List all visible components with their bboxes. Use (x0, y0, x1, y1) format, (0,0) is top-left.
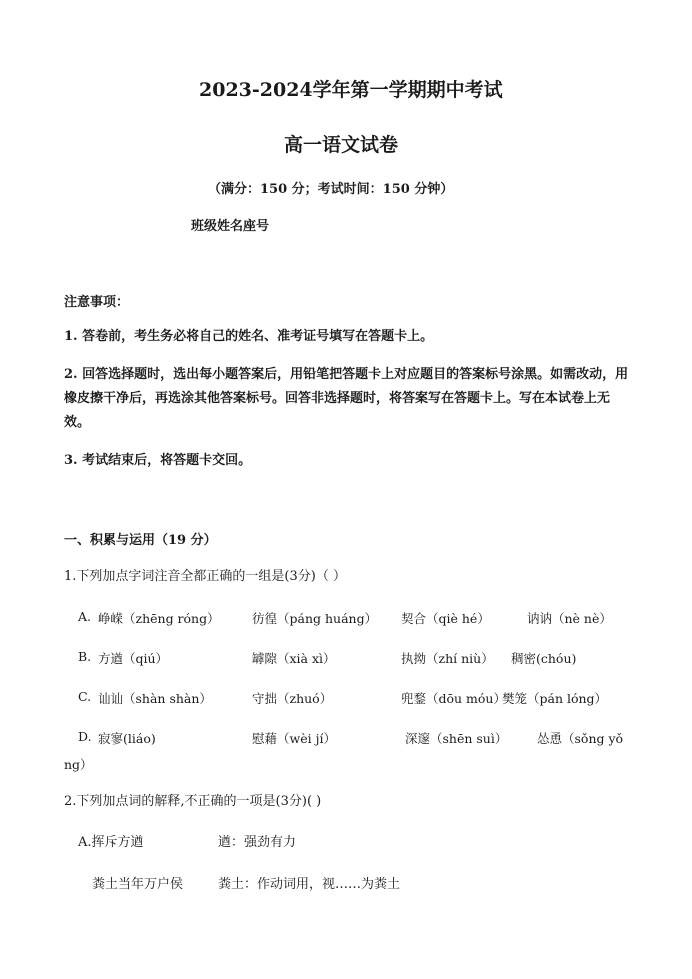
option-word: 罅隙（xià xì） (252, 651, 336, 666)
student-info: 班级姓名座号 (191, 219, 270, 234)
option-word: 守拙（zhuó） (252, 691, 333, 706)
option-word: 兜鍪（dōu móu） (401, 691, 506, 706)
option-word: 彷徨（páng huáng） (252, 611, 378, 626)
q2-term: 粪土当年万户侯 (92, 877, 184, 892)
option-word: 执拗（zhí niù） (401, 651, 494, 666)
q2-option-a-definition: 遒：强劲有力 (218, 835, 297, 850)
option-letter: B. (78, 649, 92, 664)
notice-item-1: 1. 答卷前，考生务必将自己的姓名、准考证号填写在答题卡上。 (64, 329, 434, 344)
option-word: 讪讪（shàn shàn） (98, 691, 212, 706)
score-time: （满分：150 分；考试时间：150 分钟） (208, 182, 454, 197)
notice-item-2: 2. 回答选择题时，选出每小题答案后，用铅笔把答题卡上对应题目的答案标号涂黑。如需改动，用橡皮擦干净后，再选涂其他答案标号。回答非选择题时，将答案写在答题卡上。写在本试卷上无效。 (64, 367, 629, 430)
option-word: 契合（qiè hé） (401, 611, 490, 626)
option-word: 深邃（shēn suì） (405, 731, 508, 746)
option-word: 讷讷（nè nè） (527, 611, 612, 626)
exam-subtitle: 高一语文试卷 (284, 134, 399, 156)
exam-title: 2023-2024学年第一学期期中考试 (199, 79, 503, 101)
option-wrap-text: ng） (64, 757, 93, 772)
question-1-stem: 1.下列加点字词注音全都正确的一组是(3分)（ ） (64, 569, 346, 584)
option-word: 慰藉（wèi jí） (252, 731, 336, 746)
option-word: 稠密(chóu) (511, 651, 577, 666)
option-word: 怂恿（sǒng yǒ (537, 731, 624, 746)
notice-heading: 注意事项： (64, 295, 130, 310)
notice-item-3: 3. 考试结束后，将答题卡交回。 (64, 453, 252, 468)
option-word: 樊笼（pán lóng） (502, 691, 608, 706)
option-letter: D. (78, 729, 92, 744)
section-heading: 一、积累与运用（19 分） (64, 533, 217, 548)
option-letter: C. (78, 689, 92, 704)
option-word: 寂寥(liáo) (98, 731, 156, 746)
option-letter: A. (78, 609, 92, 624)
question-2-stem: 2.下列加点词的解释,不正确的一项是(3分)( ) (64, 794, 322, 809)
q2-option-a-term: A.挥斥方遒 (78, 835, 144, 850)
option-word: 方遒（qiú） (98, 651, 169, 666)
option-word: 峥嵘（zhēng róng） (98, 611, 220, 626)
q2-definition: 粪土：作动词用，视……为粪土 (218, 877, 401, 892)
